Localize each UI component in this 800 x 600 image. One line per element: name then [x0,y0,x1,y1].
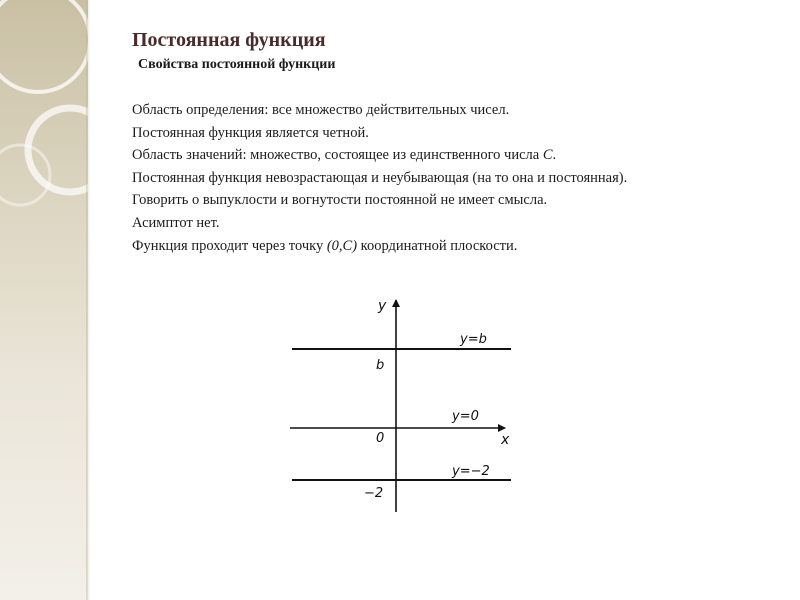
property-domain: Область определения: все множество действительных чисел. [132,102,510,118]
property-point: Функция проходит через точку (0,С) координатной плоскости. [132,237,518,254]
slide-title: Постоянная функция [132,29,326,51]
property-convexity: Говорить о выпуклости и вогнутости постоянной не имеет смысла. [132,192,548,209]
y-axis-label: y [378,298,387,314]
label-y-zero: y=0 [452,409,479,424]
tick-neg2: −2 [364,486,384,501]
tick-b: b [376,358,385,373]
property-even: Постоянная функция является четной. [132,124,369,141]
label-y-b: y=b [460,332,487,347]
tick-zero: 0 [376,431,385,446]
constant-function-graph [280,290,520,515]
property-range: Область значений: множество, состоящее из единственного числа С. [132,147,557,164]
property-monotonic: Постоянная функция невозрастающая и неубывающая (на то она и постоянная). [132,169,628,186]
label-y-neg2: y=−2 [452,464,490,479]
sidebar-edge [86,0,90,600]
property-asymptotes: Асимптот нет. [132,214,220,231]
x-axis-label: x [501,432,510,448]
decorative-circles [0,0,88,600]
properties-list [132,99,627,257]
point-0c: (0,С) [326,237,358,254]
decorative-sidebar [0,0,88,600]
constant-c: С [542,147,553,164]
slide-subtitle: Свойства постоянной функции [138,57,336,72]
